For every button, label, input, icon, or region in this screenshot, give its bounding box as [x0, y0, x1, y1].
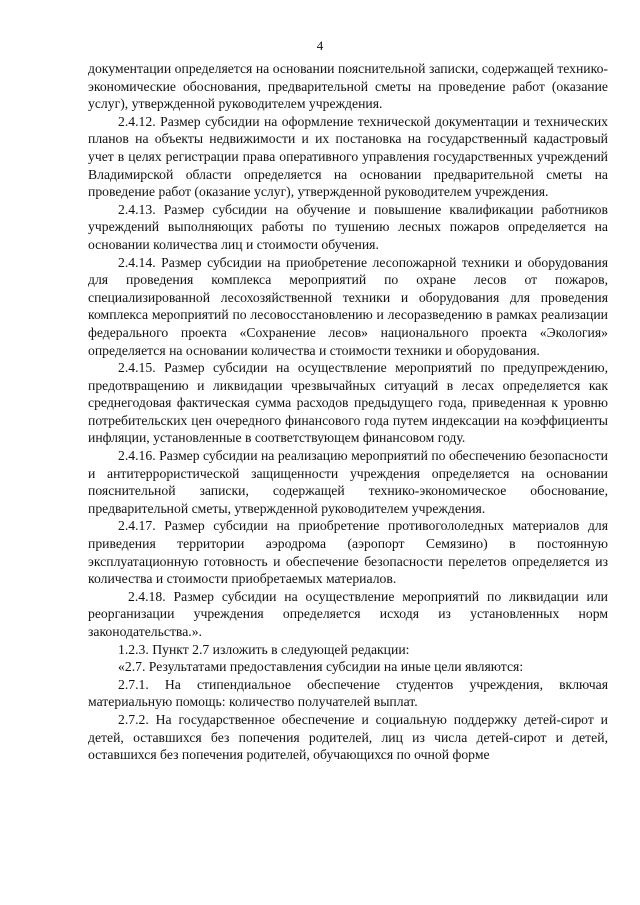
document-body [88, 60, 608, 764]
paragraph-2-4-16: 2.4.16. Размер субсидии на реализацию мероприятий по обеспечению безопасности и антитеррористической защищенности учреждения определяется на основании пояснительной записки, содержащей технико-экономическое обоснование, предварительной сметы, утвержденной руководителем учреждения. [88, 448, 608, 516]
page-number: 4 [316, 38, 324, 53]
paragraph-1-2-3: 1.2.3. Пункт 2.7 изложить в следующей редакции: [118, 641, 410, 657]
paragraph-2-4-14: 2.4.14. Размер субсидии на приобретение лесопожарной техники и оборудования для проведения комплекса мероприятий по охране лесов от пожаров, специализированной лесохозяйственной техники и оборудования для проведения комплекса мероприятий по лесовосстановлению и лесоразведению в рамках реализации федерального проекта «Сохранение лесов» национального проекта «Экология» определяется на основании количества и стоимости техники и оборудования. [88, 254, 608, 358]
paragraph-2-4-18: 2.4.18. Размер субсидии на осуществление мероприятий по ликвидации или реорганизации учреждения определяется исходя из установленных норм законодательства.». [88, 588, 608, 639]
paragraph-2-4-13: 2.4.13. Размер субсидии на обучение и повышение квалификации работников учреждений выполняющих работы по тушению лесных пожаров определяется на основании количества лиц и стоимости обучения. [88, 201, 608, 252]
paragraph-2-7: «2.7. Результатами предоставления субсидии на иные цели являются: [118, 659, 524, 675]
paragraph-2-7-2: 2.7.2. На государственное обеспечение и социальную поддержку детей-сирот и детей, оставшихся без попечения родителей, лиц из числа детей-сирот и детей, оставшихся без попечения родителей, обучающихся по очной форме [88, 711, 608, 763]
paragraph-2-4-12: 2.4.12. Размер субсидии на оформление технической документации и технических планов на объекты недвижимости и их постановка на государственный кадастровый учет в целях регистрации права оперативного управления государственных учреждений Владимирской области определяется на основании предварительной сметы на проведение работ (оказание услуг), утвержденной руководителем учреждения. [88, 113, 608, 200]
paragraph-continuation: документации определяется на основании пояснительной записки, содержащей технико-экономические обоснования, предварительной сметы на проведение работ (оказание услуг), утвержденной руководителем учреждения. [88, 61, 608, 112]
paragraph-2-4-17: 2.4.17. Размер субсидии на приобретение противогололедных материалов для приведения территории аэродрома (аэропорт Семязино) в постоянную эксплуатационную готовность и обеспечение безопасности перелетов определяется из количества и стоимости приобретаемых материалов. [88, 518, 608, 587]
paragraph-2-7-1: 2.7.1. На стипендиальное обеспечение студентов учреждения, включая материальную помощь: количество получателей выплат. [88, 676, 608, 710]
paragraph-2-4-15: 2.4.15. Размер субсидии на осуществление мероприятий по предупреждению, предотвращению и ликвидации чрезвычайных ситуаций в лесах определяется как среднегодовая фактическая сумма расходов предыдущего года, приведенная к уровню потребительских цен очередного финансового года путем индексации на коэффициенты инфляции, установленные в соответствующем финансовом году. [88, 360, 608, 446]
